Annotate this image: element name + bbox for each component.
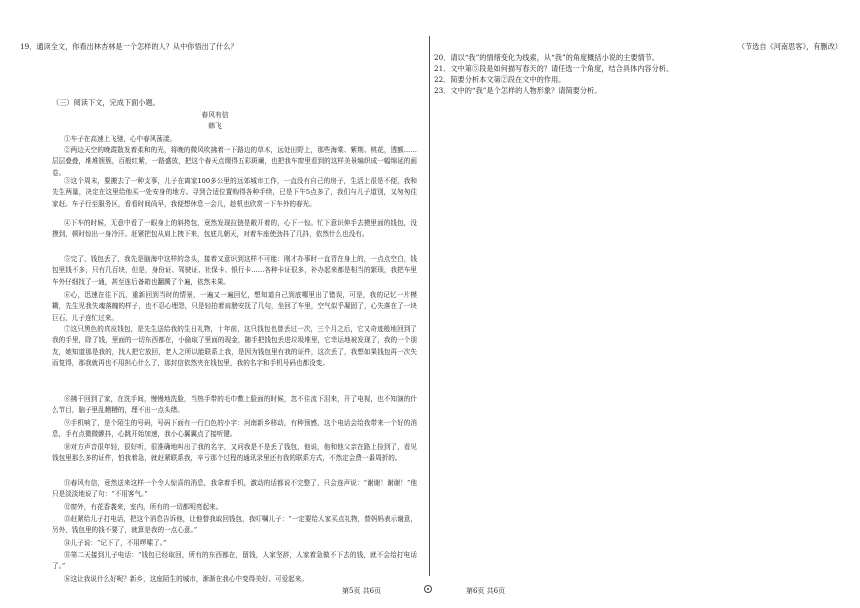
question-19: 19．通读全文，你看出林杏林是一个怎样的人？从中你悟出了什么？ bbox=[20, 42, 238, 51]
paragraph-10: ⑩对方声音很年轻，很好听，很准确地叫出了我的名字，又问我是不是丢了钱包，他说，他和他父亲在路上捡到了，看见钱包里那么多的证件，怕我着急，就赶紧联系我，辛亏那个过程的通讯录里还有我的联系方式，不然定会费一番周折的。 bbox=[52, 443, 417, 463]
paragraph-1: ①车子在高速上飞驰，心中春风荡漾。 bbox=[64, 135, 177, 143]
paragraph-4: ④下车的时候，无意中看了一眼身上的斜挎包，竟然发现拉链是敞开着的，心下一惊。忙下意识伸手去摸里面的钱包，没摸到，顿时惊出一身冷汗。赶紧把包从肩上拽下来，包底儿朝天，对着车座使劲抖了几抖，依然什么也没有。 bbox=[52, 219, 417, 239]
question-22: 22．简要分析本文第②段在文中的作用。 bbox=[434, 75, 566, 84]
paragraph-7: ⑦这只黑色的真皮钱包，是先生送给我的生日礼物，十年前，这只钱包也曾丢过一次，三个月之后，它又奇迹般地回到了我的手里，除了钱，里面的一切东西都在，小偷取了里面的现金，随手把钱包丢进垃圾堆里，它幸运地被发现了，我的一个朋友，她知道那是我的，找人把它放回，老人之所以能联系上我，是因为钱包里有我的证件，这次丢了，我想如果钱包再一次失而复得，那我就再也不用担心什么了，那封信依然夹在钱包里，我的名字和手机号码也都没变。 bbox=[52, 325, 417, 368]
paragraph-15: ⑮第二天接到儿子电话：“钱包已经取回，所有的东西都在，留钱，人家坚辞，人家着急做不下去的钱，就不会给打电话了。” bbox=[52, 551, 417, 571]
paragraph-16: ⑯这让我说什么好呢？新乡，这座陌生的城市，渐渐在我心中变得美好、可爱起来。 bbox=[64, 575, 308, 583]
section-intro: （三）阅读下文，完成下面小题。 bbox=[52, 98, 160, 107]
article-author: 韩飞 bbox=[208, 122, 222, 130]
right-page-number: 第6页 共6页 bbox=[466, 587, 506, 595]
paragraph-9: ⑨手机响了，是个陌生的号码，号码下面有一行白色的小字：河南新乡移动，有种预感，这个电话会给我带来一个好的消息，手有点微微颤抖，心跳开始加速，我小心翼翼点了接听键。 bbox=[52, 419, 417, 439]
paragraph-3: ③这个周末，要搬去了一种支事，儿子在离家100多公里的远郊城市工作，一直没有自己的房子，生活上很是不便，我和先生两量，决定在这里给他买一处安身的地方。寻到合适位置购得各种手续，已是下午5点多了，我们与儿子道别，又匆匆往家赶。车子行至服务区，看看时间尚早，我便想休息一会儿，趁机也欣赏一下车外的春光。 bbox=[52, 177, 417, 208]
article-title: 春风有信 bbox=[201, 111, 229, 119]
paragraph-6: ⑥心，迅速在往下沉，重新回到当时的情景，一遍又一遍回忆，想知道自己到底哪里出了错误，可是，我的记忆一片模糊，先生见我失魂落魄的样子，也不忍心埋怨，只是轻拍着肩膀安抚了几句，坐回了车里，空气似乎凝固了，心失落在了一块巨石，儿子连忙过来。 bbox=[52, 291, 417, 322]
left-page-number: 第5页 共6页 bbox=[342, 587, 382, 595]
paragraph-11: ⑪春风有信，竟然送来这样一个令人惊喜的消息，我拿着手机，激动的话都说不完整了，只会连声说：“谢谢！谢谢！”他只是淡淡地说了句：“不用客气。” bbox=[52, 479, 417, 499]
question-21: 21．文中第⑤段是如何描写春天的？请任选一个角度，结合具体内容分析。 bbox=[434, 64, 674, 73]
question-20: 20．请以“我”的情绪变化为线索，从“我”的角度概括小说的主要情节。 bbox=[434, 53, 660, 62]
paragraph-5: ⑤完了，钱包丢了，我先是脑海中这样的念头，接着又意识到这样不可能：刚才办事时一直背在身上的，一点点空白，钱包里钱不多，只有几百块，但是，身份证、驾驶证、社保卡、银行卡……各种卡证很多，补办起来都是相当的繁琐，我把车里车外仔细找了一通，甚至连后备箱也翻腾了个遍，依然未果。 bbox=[52, 255, 417, 286]
paragraph-2: ②两边天空的晚霞散发着柔和的光，将晚的微风吹拂着一下路边的草木，远处田野上，那些海棠、紫荆、桃花，透额……层层叠叠，堆堆簇簇，百般红紫，一路盛放，把这个春天点缀得五彩斑斓，也把我车窗里看到的这样美景编织成一幅绵延的画卷。 bbox=[52, 146, 417, 177]
question-23: 23．文中的“我”是个怎样的人物形象？请简要分析。 bbox=[434, 86, 602, 95]
source-note: （节选自《河南思客》，有删改） bbox=[737, 42, 842, 51]
paragraph-13: ⑬赶紧给儿子打电话，把这个消息告诉他，让他替我取回钱包，我叮嘱儿子：“一定要给人家买点礼物，替妈妈表示谢意，另外，钱包里的钱不要了，就算是我的一点心意。” bbox=[52, 515, 417, 535]
paragraph-12: ⑫窗外，有花香袭来，室内，所有的一切都明亮起来。 bbox=[64, 503, 223, 511]
right-page bbox=[430, 0, 860, 608]
paragraph-14: ⑭儿子说：“记下了，不用啰嗦了。” bbox=[64, 539, 167, 547]
paragraph-8: ⑧拂干回到了家，在洗手间，慢慢地洗脸，当热手带的毛巾敷上脸面的时候，忽不住流下泪来，开了电视，也不知演的什么节目，脑子里乱糟糟的，理不出一点头绪。 bbox=[52, 395, 417, 415]
